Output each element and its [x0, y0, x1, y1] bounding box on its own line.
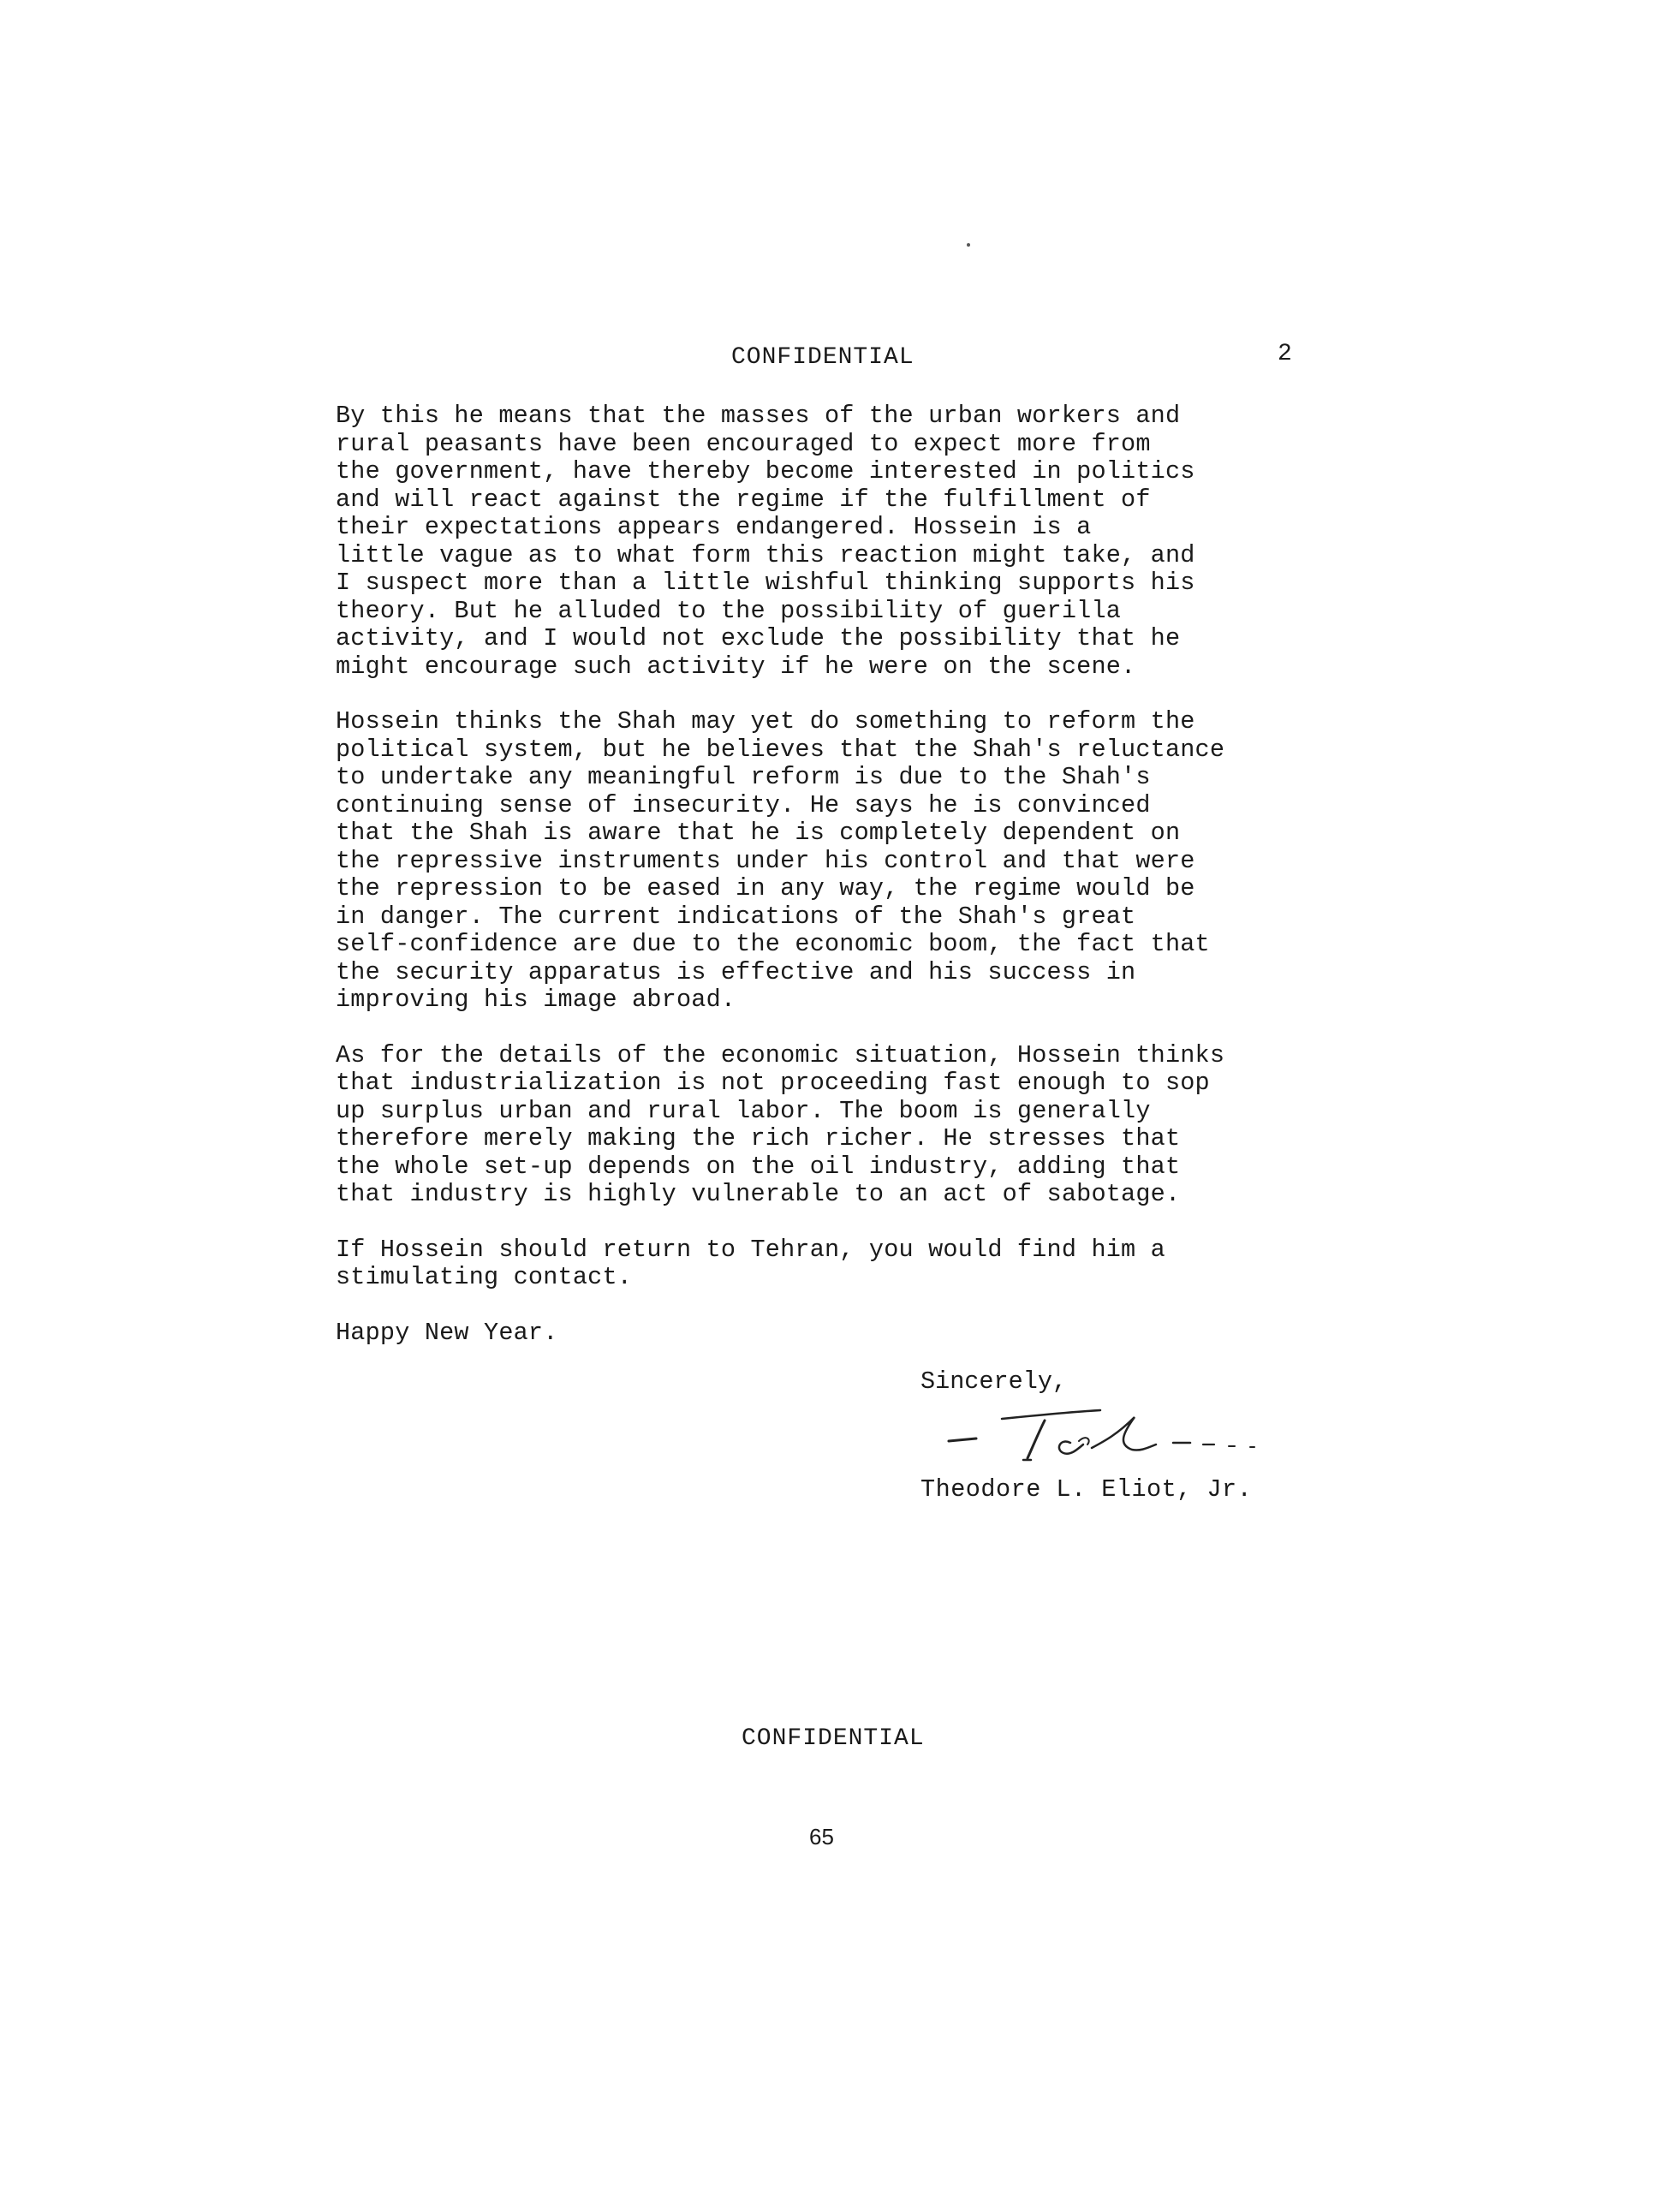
scan-speck: [967, 243, 970, 247]
letter-body: [336, 402, 1363, 1374]
header-page-label: 2: [1278, 341, 1292, 367]
paragraph-3: As for the details of the economic situation, Hossein thinks that industrialization is not proceeding fast enough to sop up surplus urban and rural labor. The boom is generally therefore merely making the rich richer. He stresses that the whole set-up depends on the oil industry, adding that that industry is highly vulnerable to an act of sabotage.: [336, 1040, 1225, 1208]
footer-page-number: 65: [809, 1824, 834, 1850]
paragraph-2: Hossein thinks the Shah may yet do something to reform the political system, but he believes that the Shah's reluctance to undertake any meaningful reform is due to the Shah's continuing sense of insecurity. He says he is convinced that the Shah is aware that he is completely dependent on the repressive instruments under his control and that were the repression to be eased in any way, the regime would be in danger. The current indications of the Shah's great self-confidence are due to the economic boom, the fact that the security apparatus is effective and his success in improving his image abroad.: [336, 707, 1225, 1014]
footer-classification: CONFIDENTIAL: [742, 1725, 925, 1752]
handwritten-signature: [942, 1400, 1284, 1468]
signer-name: Theodore L. Eliot, Jr.: [920, 1475, 1253, 1504]
header-classification: CONFIDENTIAL: [731, 344, 914, 371]
paragraph-1: By this he means that the masses of the urban workers and rural peasants have been encouraged to expect more from the government, have thereby become interested in politics and will react against the regime if the fulfillment of their expectations appears endangered. Hossein is a little vague as to what form this reaction might take, and I suspect more than a little wishful thinking supports his theory. But he alluded to the possibility of guerilla activity, and I would not exclude the possibility that he might encourage such activity if he were on the scene.: [336, 402, 1195, 681]
closing-salutation: Sincerely,: [920, 1367, 1068, 1396]
paragraph-5: Happy New Year.: [336, 1318, 558, 1347]
paragraph-4: If Hossein should return to Tehran, you would find him a stimulating contact.: [336, 1235, 1165, 1291]
